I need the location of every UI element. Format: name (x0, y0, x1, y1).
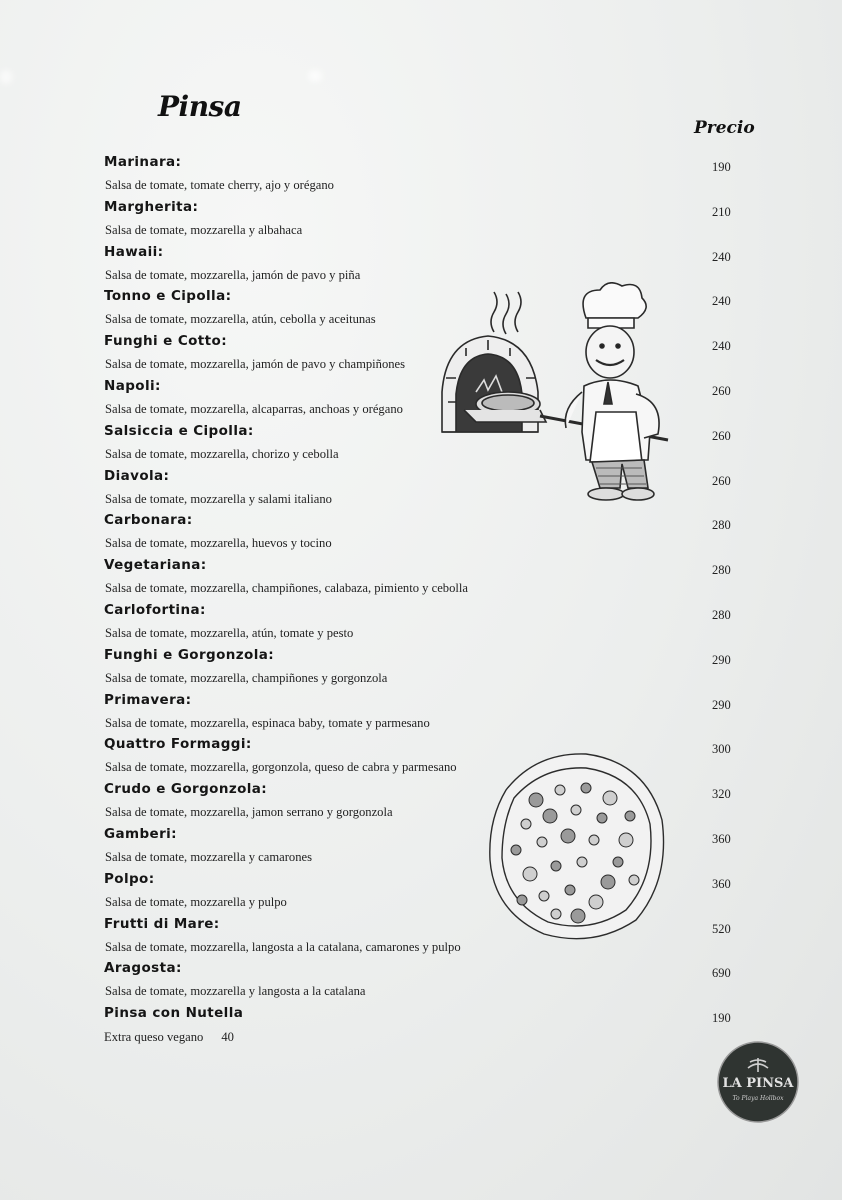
item-description: Salsa de tomate, mozzarella, alcaparras, anchoas y orégano (105, 401, 403, 416)
page-title: Pinsa (158, 90, 242, 123)
item-price: 260 (712, 383, 731, 398)
item-name: Hawaii: (104, 243, 164, 260)
item-name: Primavera: (104, 691, 192, 708)
menu-item (104, 557, 744, 602)
chef-with-oven-illustration (436, 282, 676, 508)
item-name: Vegetariana: (104, 557, 207, 574)
extra-price: 40 (221, 1030, 234, 1044)
item-name: Polpo: (104, 870, 155, 887)
menu-item (104, 512, 744, 557)
item-description: Salsa de tomate, mozzarella, champiñones y gorgonzola (105, 670, 388, 685)
item-price: 320 (712, 787, 731, 802)
item-price: 290 (712, 652, 731, 667)
item-name: Quattro Formaggi: (104, 736, 252, 753)
logo-text: LA PINSA (722, 1076, 794, 1091)
item-price: 190 (712, 160, 731, 174)
item-description: Salsa de tomate, mozzarella y langosta a la catalana (105, 984, 366, 999)
item-price: 280 (712, 563, 731, 578)
item-description: Salsa de tomate, mozzarella, atún, tomate y pesto (105, 625, 354, 640)
item-price: 240 (712, 294, 731, 309)
logo-tagline: To Playa Hollbox (732, 1095, 784, 1102)
item-description: Salsa de tomate, mozzarella, atún, cebolla y aceitunas (105, 312, 376, 327)
item-description: Salsa de tomate, mozzarella, jamón de pavo y piña (105, 267, 361, 282)
item-price: 520 (712, 921, 731, 936)
item-name: Carlofortina: (104, 601, 206, 618)
item-price: 360 (712, 876, 731, 891)
item-price: 210 (712, 204, 731, 219)
item-description: Salsa de tomate, mozzarella, huevos y tocino (105, 536, 332, 551)
la-pinsa-logo (716, 1040, 800, 1124)
menu-item (104, 154, 744, 199)
item-description: Salsa de tomate, mozzarella, espinaca baby, tomate y parmesano (105, 715, 430, 730)
item-description: Salsa de tomate, tomate cherry, ajo y orégano (105, 178, 334, 192)
item-price: 360 (712, 831, 731, 846)
item-description: Salsa de tomate, mozzarella, champiñones, calabaza, pimiento y cebolla (105, 581, 468, 596)
extra-line (104, 1030, 234, 1045)
item-price: 260 (712, 428, 731, 443)
item-description: Salsa de tomate, mozzarella y pulpo (105, 894, 287, 909)
item-price: 280 (712, 607, 731, 622)
menu-item (104, 647, 744, 692)
extra-label: Extra queso vegano (104, 1030, 204, 1044)
item-name: Frutti di Mare: (104, 915, 220, 932)
menu-item (104, 692, 744, 737)
item-name: Carbonara: (104, 512, 193, 529)
item-name: Pinsa con Nutella (104, 1005, 244, 1022)
item-price: 280 (712, 518, 731, 533)
item-name: Napoli: (104, 377, 161, 394)
item-price: 260 (712, 473, 731, 488)
menu-item (104, 199, 744, 244)
item-name: Diavola: (104, 467, 170, 484)
item-description: Salsa de tomate, mozzarella, jamon serrano y gorgonzola (105, 805, 393, 820)
item-price: 190 (712, 1011, 731, 1026)
item-name: Gamberi: (104, 825, 177, 842)
menu-item (104, 602, 744, 647)
item-name: Salsiccia e Cipolla: (104, 422, 254, 439)
item-description: Salsa de tomate, mozzarella, jamón de pavo y champiñones (105, 357, 406, 372)
item-price: 240 (712, 339, 731, 354)
item-name: Tonno e Cipolla: (104, 288, 232, 305)
item-price: 290 (712, 697, 731, 712)
pizza-illustration (486, 750, 668, 946)
item-name: Crudo e Gorgonzola: (104, 781, 268, 798)
item-name: Marinara: (104, 154, 182, 170)
item-name: Funghi e Gorgonzola: (104, 646, 275, 663)
item-description: Salsa de tomate, mozzarella y salami italiano (105, 491, 332, 506)
item-price: 240 (712, 249, 731, 264)
item-description: Salsa de tomate, mozzarella y camarones (105, 849, 313, 864)
item-description: Salsa de tomate, mozzarella, langosta a la catalana, camarones y pulpo (105, 939, 461, 954)
item-description: Salsa de tomate, mozzarella, gorgonzola, queso de cabra y parmesano (105, 760, 457, 775)
item-price: 300 (712, 742, 731, 757)
item-description: Salsa de tomate, mozzarella, chorizo y cebolla (105, 446, 339, 461)
item-description: Salsa de tomate, mozzarella y albahaca (105, 222, 303, 237)
price-column-header: Precio (694, 118, 755, 138)
item-name: Aragosta: (104, 960, 182, 977)
item-price: 690 (712, 966, 731, 981)
item-name: Margherita: (104, 198, 199, 215)
menu-item (104, 960, 744, 1005)
item-name: Funghi e Cotto: (104, 333, 227, 350)
